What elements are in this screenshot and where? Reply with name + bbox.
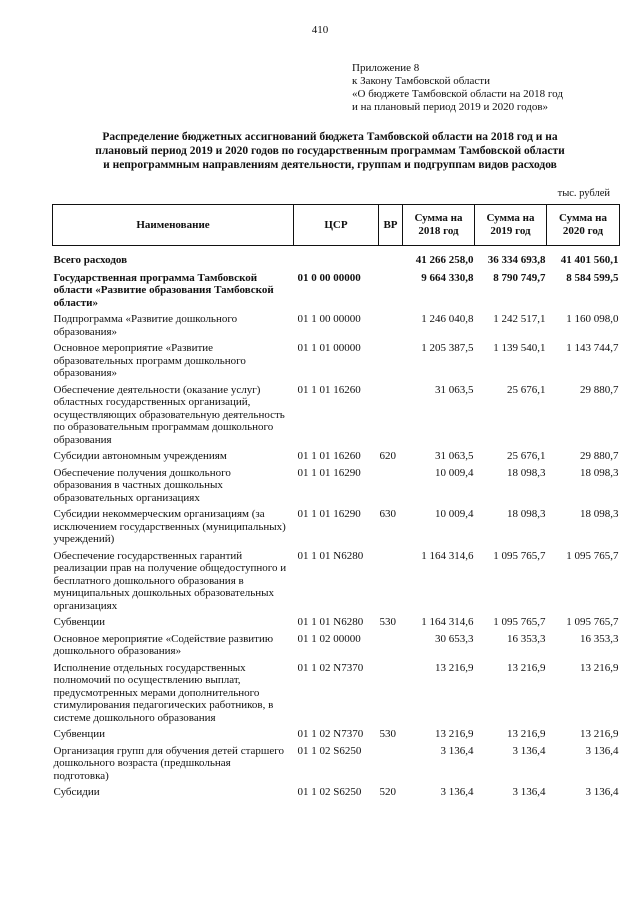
cell-2019: 25 676,1 (507, 383, 546, 396)
cell-2020: 1 160 098,0 (566, 313, 619, 325)
cell-name: Обеспечение деятельности (оказание услуг) областных государственных организаций, осуществляющих образовательную деятельность по образовательным программам дошкольного образования (53, 383, 285, 446)
cell-2020: 18 098,3 (580, 466, 619, 479)
table-row (53, 658, 620, 725)
table-header-row (53, 205, 620, 246)
cell-vr (379, 741, 403, 783)
cell-2020: 1 143 744,7 (566, 342, 619, 354)
header-2019: Сумма на 2019 год (475, 205, 547, 246)
cell-name: Подпрограмма «Развитие дошкольного образования» (53, 313, 238, 338)
cell-2020: 29 880,7 (580, 383, 619, 396)
cell-vr (379, 629, 403, 658)
cell-2018: 3 136,4 (440, 744, 474, 757)
cell-vr: 530 (379, 616, 396, 628)
cell-name: Основное мероприятие «Содействие развитию дошкольного образования» (53, 632, 274, 657)
cell-2019: 36 334 693,8 (487, 254, 546, 266)
cell-csr: 01 1 01 N6280 (297, 616, 364, 628)
cell-2018: 30 653,3 (435, 632, 474, 645)
units-label: тыс. рублей (557, 188, 610, 199)
cell-2018: 1 246 040,8 (421, 313, 474, 325)
cell-2018: 31 063,5 (435, 450, 474, 462)
cell-csr: 01 1 02 S6250 (297, 744, 362, 757)
cell-csr: 01 1 01 16290 (297, 508, 361, 520)
table-row (53, 612, 620, 629)
cell-2019: 3 136,4 (512, 744, 546, 757)
cell-2019: 8 790 749,7 (493, 271, 546, 284)
cell-2019: 13 216,9 (507, 661, 546, 674)
cell-csr: 01 1 01 N6280 (297, 549, 364, 562)
cell-2018: 1 205 387,5 (421, 342, 474, 354)
cell-2018: 10 009,4 (435, 466, 474, 479)
cell-vr (379, 338, 403, 380)
cell-vr (379, 267, 403, 310)
cell-csr: 01 1 01 16290 (297, 466, 361, 479)
header-name: Наименование (53, 205, 294, 246)
header-2020: Сумма на 2020 год (547, 205, 620, 246)
title-line: и непрограммным направлениям деятельности, группам и подгруппам видов расходов (103, 159, 557, 171)
table-row (53, 267, 620, 310)
table-row (53, 246, 620, 267)
appendix-line: «О бюджете Тамбовской области на 2018 год (352, 88, 563, 100)
cell-name: Всего расходов (53, 254, 128, 266)
cell-vr (379, 658, 403, 725)
table-row (53, 446, 620, 463)
cell-2018: 9 664 330,8 (421, 271, 474, 284)
appendix-line: и на плановый период 2019 и 2020 годов» (352, 101, 549, 113)
cell-name: Обеспечение государственных гарантий реализации прав на получение общедоступного и бесплатного дошкольного образования в муниципальных дошкольных образовательных организациях (53, 549, 287, 612)
cell-2020: 16 353,3 (580, 632, 619, 645)
cell-name: Субвенции (53, 728, 106, 740)
cell-2019: 1 095 765,7 (493, 549, 546, 562)
cell-vr (379, 309, 403, 338)
cell-vr (379, 246, 403, 267)
cell-2019: 18 098,3 (507, 466, 546, 479)
cell-2019: 25 676,1 (507, 450, 546, 462)
cell-name: Исполнение отдельных государственных полномочий по осуществлению выплат, предусмотренных мерами дополнительного стимулирования педагогических работников, в системе дошкольного образования (53, 661, 274, 724)
cell-vr (379, 546, 403, 613)
table-row (53, 463, 620, 505)
cell-2020: 8 584 599,5 (566, 271, 619, 284)
cell-2018: 31 063,5 (435, 383, 474, 396)
table-row (53, 546, 620, 613)
cell-vr: 520 (379, 786, 396, 798)
table-row (53, 782, 620, 799)
cell-2019: 3 136,4 (512, 786, 546, 798)
cell-2020: 18 098,3 (580, 508, 619, 520)
cell-2020: 1 095 765,7 (566, 616, 619, 628)
cell-csr: 01 1 01 00000 (297, 342, 361, 354)
document-title (40, 130, 620, 172)
cell-name: Субсидии автономным учреждениям (53, 450, 227, 462)
cell-csr: 01 1 02 N7370 (297, 728, 364, 740)
cell-csr: 01 1 02 N7370 (297, 661, 364, 674)
cell-csr: 01 1 02 S6250 (297, 786, 362, 798)
cell-name: Субвенции (53, 616, 106, 628)
cell-2018: 13 216,9 (435, 728, 474, 740)
table-row (53, 380, 620, 447)
cell-csr (294, 246, 379, 267)
title-line: Распределение бюджетных ассигнований бюджета Тамбовской области на 2018 год и на (102, 131, 558, 143)
table-row (53, 338, 620, 380)
cell-2019: 1 242 517,1 (493, 313, 546, 325)
cell-2019: 1 095 765,7 (493, 616, 546, 628)
cell-name: Основное мероприятие «Развитие образовательных программ дошкольного образования» (53, 342, 246, 379)
cell-vr (379, 463, 403, 505)
cell-2018: 3 136,4 (440, 786, 474, 798)
appendix-note (352, 62, 563, 114)
cell-2020: 29 880,7 (580, 450, 619, 462)
cell-csr: 01 0 00 00000 (297, 271, 361, 284)
cell-2019: 16 353,3 (507, 632, 546, 645)
cell-name: Субсидии некоммерческим организациям (за исключением государственных (муниципальных) учреждений) (53, 508, 286, 545)
cell-vr: 630 (379, 508, 396, 520)
cell-vr (379, 380, 403, 447)
cell-vr: 530 (379, 728, 396, 740)
cell-2018: 1 164 314,6 (421, 616, 474, 628)
cell-name: Обеспечение получения дошкольного образования в частных дошкольных образовательных организациях (53, 466, 231, 504)
table-row (53, 309, 620, 338)
cell-2020: 3 136,4 (585, 744, 619, 757)
cell-2020: 41 401 560,1 (560, 254, 619, 266)
budget-table (52, 204, 620, 799)
cell-name: Субсидии (53, 786, 100, 798)
title-line: плановый период 2019 и 2020 годов по государственным программам Тамбовской области (95, 145, 565, 157)
header-vr: ВР (379, 205, 403, 246)
appendix-line: к Закону Тамбовской области (352, 75, 490, 87)
cell-2018: 1 164 314,6 (421, 549, 474, 562)
cell-csr: 01 1 01 16260 (297, 450, 361, 462)
header-2018: Сумма на 2018 год (403, 205, 475, 246)
cell-2019: 13 216,9 (507, 728, 546, 740)
cell-csr: 01 1 00 00000 (297, 313, 361, 325)
table-row (53, 504, 620, 546)
cell-2020: 3 136,4 (585, 786, 619, 798)
page-number: 410 (311, 24, 329, 36)
cell-2018: 41 266 258,0 (415, 254, 474, 266)
header-csr: ЦСР (294, 205, 379, 246)
cell-vr: 620 (379, 450, 396, 462)
cell-2019: 1 139 540,1 (493, 342, 546, 354)
cell-csr: 01 1 02 00000 (297, 632, 361, 645)
table-row (53, 724, 620, 741)
table-row (53, 629, 620, 658)
table-row (53, 741, 620, 783)
cell-2020: 1 095 765,7 (566, 549, 619, 562)
cell-2019: 18 098,3 (507, 508, 546, 520)
appendix-line: Приложение 8 (352, 62, 420, 74)
cell-2020: 13 216,9 (580, 728, 619, 740)
cell-2020: 13 216,9 (580, 661, 619, 674)
cell-2018: 10 009,4 (435, 508, 474, 520)
cell-name: Организация групп для обучения детей старшего дошкольного возраста (предшкольная подготовка) (53, 744, 284, 782)
cell-csr: 01 1 01 16260 (297, 383, 361, 396)
cell-2018: 13 216,9 (435, 661, 474, 674)
budget-table-wrapper (52, 204, 619, 799)
cell-name: Государственная программа Тамбовской области «Развитие образования Тамбовской области» (53, 271, 274, 309)
